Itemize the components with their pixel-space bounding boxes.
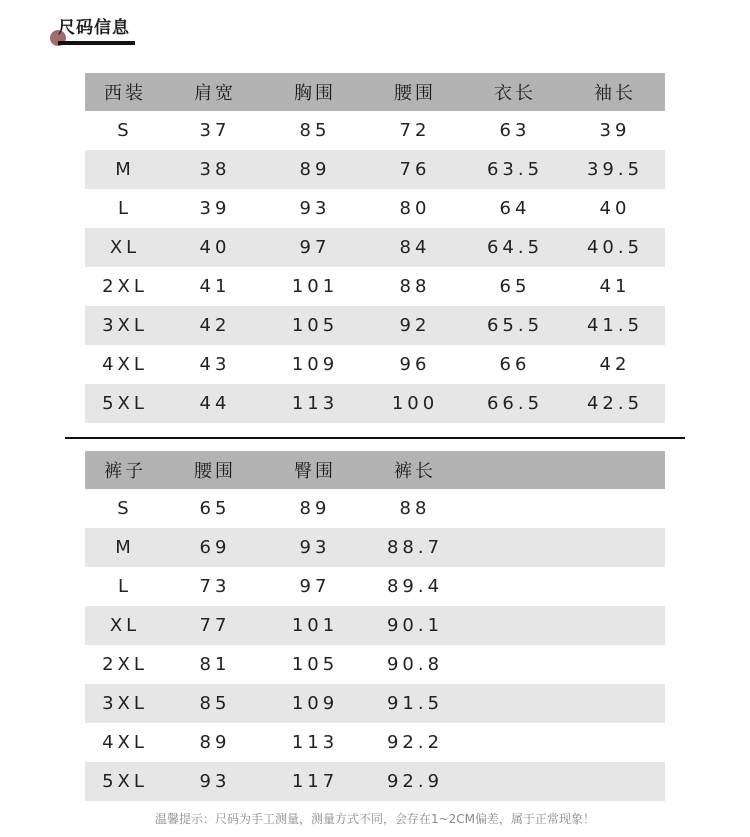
table-row xyxy=(85,384,665,423)
table-cell: 41 xyxy=(199,276,231,297)
table-cell xyxy=(465,723,565,762)
table-cell: 4XL xyxy=(102,732,148,753)
table-cell: 113 xyxy=(265,384,365,423)
table-cell: 91.5 xyxy=(365,684,465,723)
table-cell: 63.5 xyxy=(465,150,565,189)
table-row xyxy=(85,150,665,189)
table-cell: 42 xyxy=(599,354,631,375)
table-cell: 88 xyxy=(399,498,431,519)
table-cell: 97 xyxy=(265,228,365,267)
measurement-note: 温馨提示：尺码为手工测量，测量方式不同，会存在1~2CM偏差，属于正常现象！ xyxy=(154,812,596,826)
table-cell: 89 xyxy=(265,150,365,189)
table-cell xyxy=(565,606,665,645)
table-cell: M xyxy=(85,528,165,567)
pants-size-table xyxy=(85,451,665,801)
table-cell: 37 xyxy=(199,120,231,141)
table-cell: 76 xyxy=(365,150,465,189)
table-cell: S xyxy=(117,120,133,141)
table-cell: 117 xyxy=(265,762,365,801)
table-cell: 88.7 xyxy=(365,528,465,567)
column-header: 肩宽 xyxy=(165,73,265,111)
column-header: 袖长 xyxy=(565,73,665,111)
table-cell: 3XL xyxy=(85,684,165,723)
table-cell: 81 xyxy=(199,654,231,675)
table-cell: 93 xyxy=(165,762,265,801)
table-row xyxy=(85,528,665,567)
table-cell: 39 xyxy=(199,198,231,219)
table-cell: 72 xyxy=(399,120,431,141)
column-header: 衣长 xyxy=(465,73,565,111)
table-cell xyxy=(465,645,565,684)
table-cell: 89.4 xyxy=(386,576,444,597)
table-cell: 2XL xyxy=(102,276,148,297)
table-cell: 89 xyxy=(199,732,231,753)
column-header: 臀围 xyxy=(265,451,365,489)
table-cell: 40 xyxy=(165,228,265,267)
table-cell: 105 xyxy=(291,654,339,675)
table-cell: 2XL xyxy=(102,654,148,675)
table-cell xyxy=(465,606,565,645)
table-cell: 41.5 xyxy=(565,306,665,345)
table-cell: 40 xyxy=(599,198,631,219)
table-cell xyxy=(565,723,665,762)
table-cell: 40.5 xyxy=(565,228,665,267)
table-cell: 65.5 xyxy=(465,306,565,345)
table-cell: 89 xyxy=(299,498,331,519)
table-cell: 3XL xyxy=(85,306,165,345)
table-cell xyxy=(465,762,565,801)
table-cell: 64.5 xyxy=(465,228,565,267)
table-row xyxy=(85,567,665,606)
table-cell: 80 xyxy=(399,198,431,219)
table-cell xyxy=(465,567,565,606)
table-cell: XL xyxy=(85,228,165,267)
table-cell: 105 xyxy=(265,306,365,345)
table-cell: 113 xyxy=(291,732,339,753)
table-row xyxy=(85,723,665,762)
table-cell xyxy=(565,567,665,606)
table-row xyxy=(85,306,665,345)
table-header-row xyxy=(85,73,665,111)
table-cell: 85 xyxy=(165,684,265,723)
table-cell: 92.9 xyxy=(365,762,465,801)
table-cell xyxy=(565,762,665,801)
table-cell: 44 xyxy=(165,384,265,423)
table-cell: S xyxy=(117,498,133,519)
table-cell: L xyxy=(117,576,133,597)
table-cell: 42 xyxy=(165,306,265,345)
table-cell xyxy=(465,528,565,567)
table-cell: 64 xyxy=(499,198,531,219)
table-cell xyxy=(565,684,665,723)
table-row xyxy=(85,345,665,384)
table-cell: 69 xyxy=(165,528,265,567)
table-cell: XL xyxy=(85,606,165,645)
table-row xyxy=(85,762,665,801)
table-cell: 93 xyxy=(299,198,331,219)
table-cell: 5XL xyxy=(85,762,165,801)
table-cell: L xyxy=(117,198,133,219)
table-row xyxy=(85,489,665,528)
table-cell xyxy=(565,528,665,567)
section-divider xyxy=(65,437,685,439)
table-cell: 90.1 xyxy=(365,606,465,645)
table-row xyxy=(85,189,665,228)
table-cell: 4XL xyxy=(102,354,148,375)
table-cell: 88 xyxy=(399,276,431,297)
table-cell: 5XL xyxy=(85,384,165,423)
table-cell xyxy=(465,684,565,723)
column-header: 腰围 xyxy=(165,451,265,489)
table-cell: 92 xyxy=(365,306,465,345)
table-header-row xyxy=(85,451,665,489)
table-cell: 66 xyxy=(499,354,531,375)
table-row xyxy=(85,684,665,723)
table-cell: 42.5 xyxy=(565,384,665,423)
section-header xyxy=(50,8,140,48)
table-cell: 43 xyxy=(199,354,231,375)
page-title: 尺码信息 xyxy=(58,18,130,38)
table-cell: 93 xyxy=(265,528,365,567)
table-cell: M xyxy=(85,150,165,189)
table-row xyxy=(85,267,665,306)
table-row xyxy=(85,228,665,267)
table-cell: 100 xyxy=(365,384,465,423)
table-cell: 109 xyxy=(291,354,339,375)
table-cell: 66.5 xyxy=(465,384,565,423)
table-cell xyxy=(565,489,665,528)
table-cell: 39.5 xyxy=(565,150,665,189)
suit-size-table xyxy=(85,73,665,423)
table-row xyxy=(85,111,665,150)
column-header: 裤长 xyxy=(365,451,465,489)
table-cell: 101 xyxy=(291,276,339,297)
table-cell: 96 xyxy=(399,354,431,375)
column-header xyxy=(465,451,565,489)
column-header: 胸围 xyxy=(265,73,365,111)
table-cell: 77 xyxy=(165,606,265,645)
table-cell xyxy=(565,645,665,684)
table-cell: 63 xyxy=(499,120,531,141)
table-cell: 97 xyxy=(299,576,331,597)
table-cell: 38 xyxy=(165,150,265,189)
table-cell: 84 xyxy=(365,228,465,267)
table-cell: 92.2 xyxy=(386,732,444,753)
table-cell: 65 xyxy=(499,276,531,297)
table-cell: 109 xyxy=(265,684,365,723)
column-header: 西装 xyxy=(85,73,165,111)
table-cell: 41 xyxy=(599,276,631,297)
table-cell xyxy=(465,489,565,528)
table-cell: 85 xyxy=(299,120,331,141)
table-cell: 73 xyxy=(199,576,231,597)
table-row xyxy=(85,606,665,645)
table-cell: 90.8 xyxy=(386,654,444,675)
table-cell: 39 xyxy=(599,120,631,141)
title-underline xyxy=(58,41,135,45)
table-cell: 101 xyxy=(265,606,365,645)
table-row xyxy=(85,645,665,684)
table-cell: 65 xyxy=(199,498,231,519)
column-header: 腰围 xyxy=(365,73,465,111)
column-header xyxy=(565,451,665,489)
column-header: 裤子 xyxy=(85,451,165,489)
